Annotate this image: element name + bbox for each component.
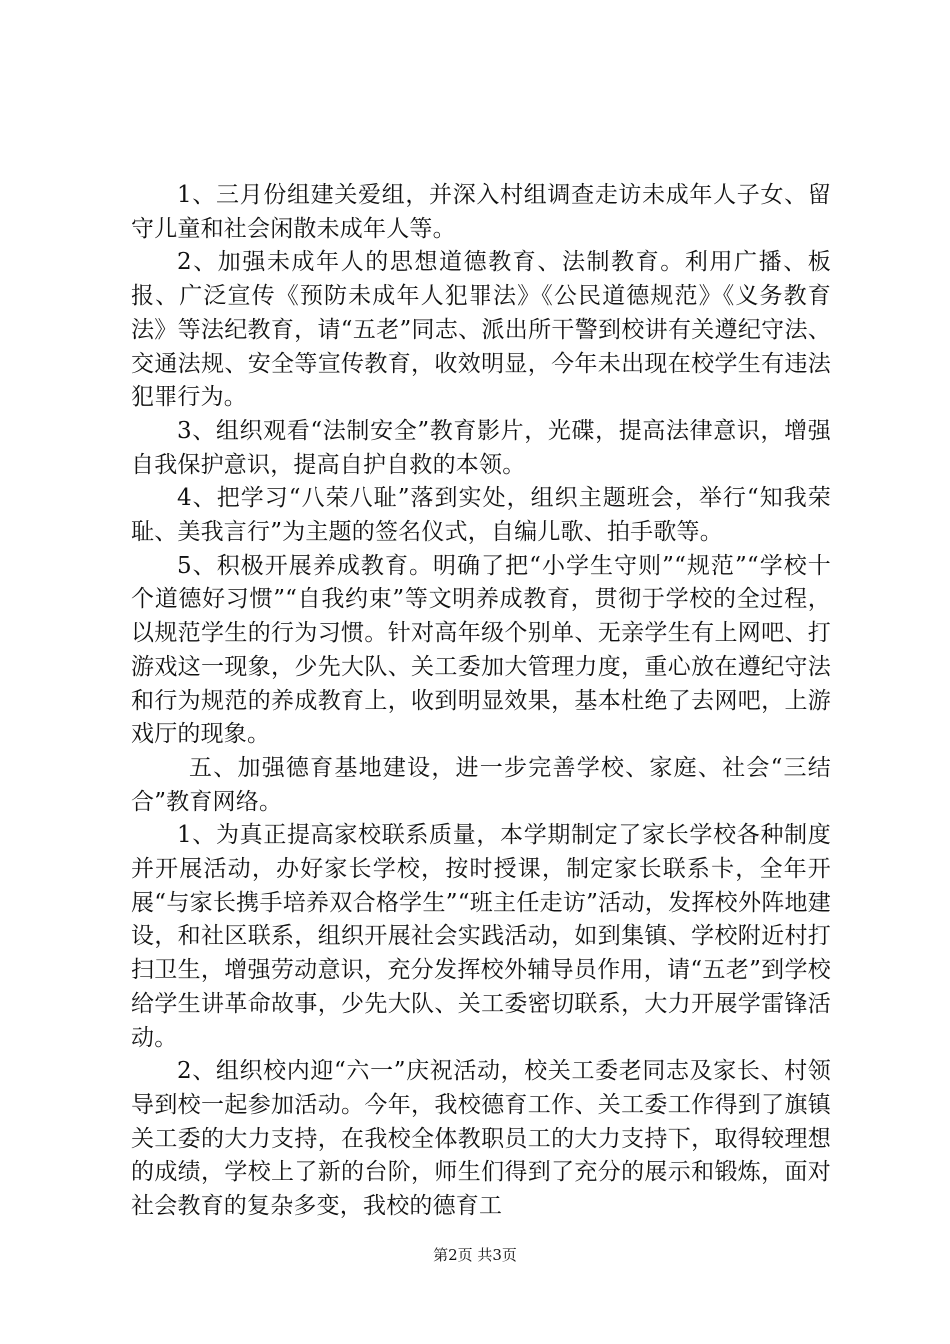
document-body bbox=[131, 179, 831, 1224]
paragraph-legal-safety-films: 3、组织观看“法制安全”教育影片，光碟，提高法律意识，增强自我保护意识，提高自护自救的本领。 bbox=[131, 417, 831, 478]
page-number-footer: 第2页 共3页 bbox=[433, 1246, 517, 1264]
section-heading-five: 五、加强德育基地建设，进一步完善学校、家庭、社会“三结合”教育网络。 bbox=[131, 754, 831, 815]
paragraph-moral-legal-education: 2、加强未成年人的思想道德教育、法制教育。利用广播、板报、广泛宣传《预防未成年人犯罪法》《公民道德规范》《义务教育法》等法纪教育，请“五老”同志、派出所干警到校讲有关遵纪守法、交通法规、安全等宣传教育，收效明显，今年未出现在校学生有违法犯罪行为。 bbox=[131, 249, 831, 411]
paragraph-eight-honors: 4、把学习“八荣八耻”落到实处，组织主题班会，举行“知我荣耻、美我言行”为主题的签名仪式，自编儿歌、拍手歌等。 bbox=[131, 485, 831, 546]
paragraph-children-day-activity: 2、组织校内迎“六一”庆祝活动，校关工委老同志及家长、村领导到校一起参加活动。今年，我校德育工作、关工委工作得到了旗镇关工委的大力支持，在我校全体教职员工的大力支持下，取得较理想的成绩，学校上了新的台阶，师生们得到了充分的展示和锻炼，面对社会教育的复杂多变，我校的德育工 bbox=[131, 1058, 831, 1220]
paragraph-habit-education: 5、积极开展养成教育。明确了把“小学生守则”“规范”“学校十个道德好习惯”“自我约束”等文明养成教育，贯彻于学校的全过程，以规范学生的行为习惯。针对高年级个别单、无亲学生有上网吧、打游戏这一现象，少先大队、关工委加大管理力度，重心放在遵纪守法和行为规范的养成教育上，收到明显效果，基本杜绝了去网吧，上游戏厅的现象。 bbox=[131, 552, 831, 748]
paragraph-home-school-contact: 1、为真正提高家校联系质量，本学期制定了家长学校各种制度并开展活动，办好家长学校，按时授课，制定家长联系卡，全年开展“与家长携手培养双合格学生”“班主任走访”活动，发挥校外阵地建设，和社区联系，组织开展社会实践活动，如到集镇、学校附近村打扫卫生，增强劳动意识，充分发挥校外辅导员作用，请“五老”到学校给学生讲革命故事，少先大队、关工委密切联系，大力开展学雷锋活动。 bbox=[131, 822, 831, 1051]
paragraph-care-group: 1、三月份组建关爱组，并深入村组调查走访未成年人子女、留守儿童和社会闲散未成年人等。 bbox=[131, 182, 831, 242]
